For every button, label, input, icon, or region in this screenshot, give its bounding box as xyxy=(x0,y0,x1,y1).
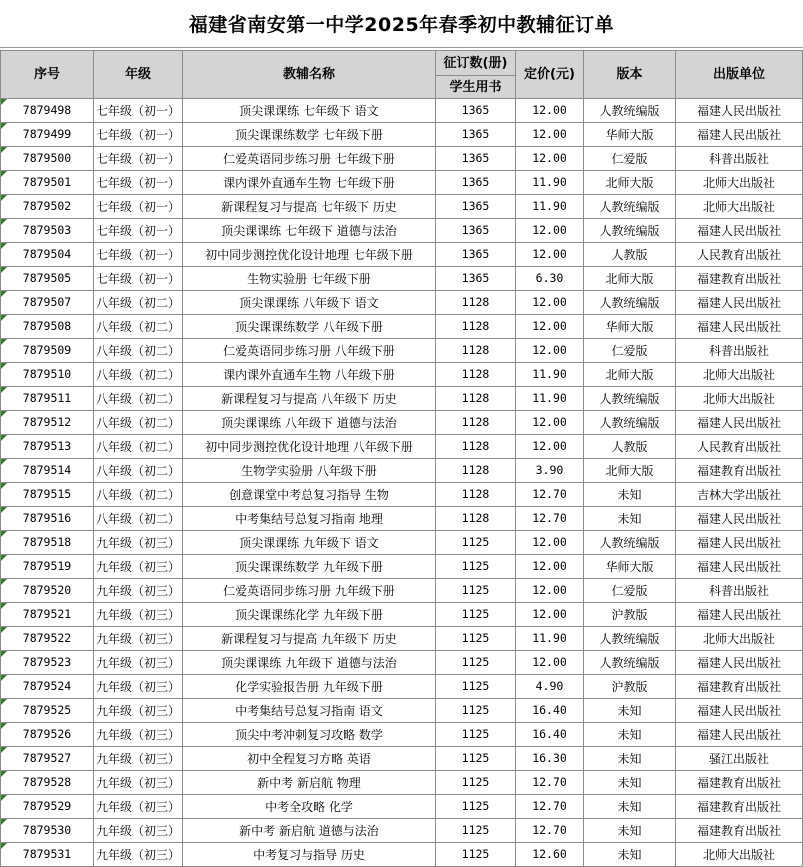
cell-grade: 九年级（初三） xyxy=(94,579,183,603)
cell-quantity: 1125 xyxy=(436,699,516,723)
cell-seq: 7879523 xyxy=(1,651,94,675)
cell-price: 12.00 xyxy=(516,315,584,339)
cell-book-name: 顶尖课课练 九年级下 道德与法治 xyxy=(183,651,436,675)
cell-quantity: 1125 xyxy=(436,651,516,675)
cell-publisher: 福建人民出版社 xyxy=(676,411,803,435)
header-qty-sub: 学生用书 xyxy=(436,76,516,99)
cell-seq: 7879518 xyxy=(1,531,94,555)
cell-grade: 七年级（初一） xyxy=(94,99,183,123)
cell-edition: 华师大版 xyxy=(584,315,676,339)
cell-book-name: 新课程复习与提高 七年级下 历史 xyxy=(183,195,436,219)
cell-price: 16.40 xyxy=(516,699,584,723)
cell-quantity: 1125 xyxy=(436,819,516,843)
cell-edition: 人教统编版 xyxy=(584,291,676,315)
cell-seq: 7879529 xyxy=(1,795,94,819)
table-row xyxy=(1,387,803,411)
cell-quantity: 1125 xyxy=(436,771,516,795)
cell-price: 12.00 xyxy=(516,99,584,123)
cell-publisher: 福建人民出版社 xyxy=(676,219,803,243)
table-row xyxy=(1,579,803,603)
cell-publisher: 福建人民出版社 xyxy=(676,723,803,747)
cell-edition: 仁爱版 xyxy=(584,339,676,363)
cell-seq: 7879509 xyxy=(1,339,94,363)
cell-quantity: 1365 xyxy=(436,147,516,171)
cell-publisher: 福建教育出版社 xyxy=(676,459,803,483)
cell-publisher: 福建人民出版社 xyxy=(676,99,803,123)
cell-book-name: 初中同步测控优化设计地理 八年级下册 xyxy=(183,435,436,459)
table-row xyxy=(1,411,803,435)
cell-publisher: 北师大出版社 xyxy=(676,171,803,195)
cell-seq: 7879500 xyxy=(1,147,94,171)
cell-quantity: 1128 xyxy=(436,363,516,387)
table-row xyxy=(1,363,803,387)
cell-grade: 八年级（初二） xyxy=(94,315,183,339)
cell-price: 11.90 xyxy=(516,387,584,411)
cell-seq: 7879524 xyxy=(1,675,94,699)
table-header xyxy=(1,51,803,99)
cell-price: 12.70 xyxy=(516,795,584,819)
cell-price: 12.70 xyxy=(516,771,584,795)
cell-edition: 人教版 xyxy=(584,243,676,267)
cell-grade: 八年级（初二） xyxy=(94,339,183,363)
table-row xyxy=(1,507,803,531)
cell-publisher: 福建教育出版社 xyxy=(676,819,803,843)
cell-quantity: 1128 xyxy=(436,435,516,459)
cell-book-name: 中考全攻略 化学 xyxy=(183,795,436,819)
cell-book-name: 新课程复习与提高 九年级下 历史 xyxy=(183,627,436,651)
cell-edition: 人教统编版 xyxy=(584,195,676,219)
cell-price: 16.30 xyxy=(516,747,584,771)
cell-publisher: 福建教育出版社 xyxy=(676,795,803,819)
cell-price: 12.00 xyxy=(516,339,584,363)
cell-grade: 九年级（初三） xyxy=(94,531,183,555)
cell-grade: 九年级（初三） xyxy=(94,699,183,723)
table-row xyxy=(1,99,803,123)
cell-grade: 九年级（初三） xyxy=(94,723,183,747)
cell-seq: 7879515 xyxy=(1,483,94,507)
cell-grade: 七年级（初一） xyxy=(94,267,183,291)
cell-publisher: 福建教育出版社 xyxy=(676,675,803,699)
cell-seq: 7879528 xyxy=(1,771,94,795)
table-row xyxy=(1,195,803,219)
header-publisher: 出版单位 xyxy=(676,51,803,99)
cell-price: 12.70 xyxy=(516,819,584,843)
cell-publisher: 福建人民出版社 xyxy=(676,315,803,339)
cell-seq: 7879514 xyxy=(1,459,94,483)
cell-price: 12.00 xyxy=(516,411,584,435)
cell-edition: 未知 xyxy=(584,843,676,867)
cell-price: 12.70 xyxy=(516,507,584,531)
table-row xyxy=(1,291,803,315)
cell-book-name: 顶尖课课练数学 九年级下册 xyxy=(183,555,436,579)
cell-seq: 7879499 xyxy=(1,123,94,147)
cell-price: 12.60 xyxy=(516,843,584,867)
cell-edition: 人教统编版 xyxy=(584,219,676,243)
cell-book-name: 新中考 新启航 物理 xyxy=(183,771,436,795)
table-row xyxy=(1,531,803,555)
table-row xyxy=(1,771,803,795)
header-price: 定价(元) xyxy=(516,51,584,99)
cell-book-name: 新课程复习与提高 八年级下 历史 xyxy=(183,387,436,411)
cell-quantity: 1365 xyxy=(436,195,516,219)
cell-publisher: 北师大出版社 xyxy=(676,363,803,387)
cell-price: 11.90 xyxy=(516,195,584,219)
cell-quantity: 1128 xyxy=(436,291,516,315)
cell-edition: 沪教版 xyxy=(584,675,676,699)
cell-book-name: 顶尖课课练 七年级下 道德与法治 xyxy=(183,219,436,243)
cell-grade: 七年级（初一） xyxy=(94,219,183,243)
cell-book-name: 顶尖课课练 八年级下 语文 xyxy=(183,291,436,315)
cell-publisher: 科普出版社 xyxy=(676,579,803,603)
table-row xyxy=(1,747,803,771)
cell-grade: 九年级（初三） xyxy=(94,795,183,819)
cell-seq: 7879513 xyxy=(1,435,94,459)
cell-seq: 7879508 xyxy=(1,315,94,339)
cell-quantity: 1365 xyxy=(436,123,516,147)
cell-grade: 九年级（初三） xyxy=(94,819,183,843)
cell-grade: 八年级（初二） xyxy=(94,387,183,411)
cell-publisher: 北师大出版社 xyxy=(676,387,803,411)
cell-quantity: 1365 xyxy=(436,171,516,195)
header-seq: 序号 xyxy=(1,51,94,99)
cell-edition: 北师大版 xyxy=(584,363,676,387)
cell-book-name: 新中考 新启航 道德与法治 xyxy=(183,819,436,843)
cell-price: 16.40 xyxy=(516,723,584,747)
cell-seq: 7879507 xyxy=(1,291,94,315)
cell-book-name: 顶尖课课练 九年级下 语文 xyxy=(183,531,436,555)
cell-edition: 北师大版 xyxy=(584,459,676,483)
cell-publisher: 科普出版社 xyxy=(676,339,803,363)
cell-publisher: 福建人民出版社 xyxy=(676,603,803,627)
cell-price: 12.00 xyxy=(516,531,584,555)
table-row xyxy=(1,171,803,195)
cell-edition: 人教统编版 xyxy=(584,651,676,675)
cell-quantity: 1365 xyxy=(436,267,516,291)
cell-seq: 7879520 xyxy=(1,579,94,603)
cell-edition: 仁爱版 xyxy=(584,579,676,603)
cell-edition: 未知 xyxy=(584,507,676,531)
cell-quantity: 1128 xyxy=(436,315,516,339)
cell-publisher: 骚江出版社 xyxy=(676,747,803,771)
cell-quantity: 1125 xyxy=(436,627,516,651)
cell-grade: 八年级（初二） xyxy=(94,483,183,507)
cell-grade: 七年级（初一） xyxy=(94,243,183,267)
table-row xyxy=(1,819,803,843)
cell-seq: 7879511 xyxy=(1,387,94,411)
cell-grade: 九年级（初三） xyxy=(94,603,183,627)
cell-edition: 未知 xyxy=(584,819,676,843)
cell-price: 12.00 xyxy=(516,651,584,675)
cell-seq: 7879530 xyxy=(1,819,94,843)
cell-publisher: 北师大出版社 xyxy=(676,843,803,867)
cell-quantity: 1128 xyxy=(436,507,516,531)
table-row xyxy=(1,555,803,579)
table-row xyxy=(1,675,803,699)
cell-price: 12.00 xyxy=(516,435,584,459)
cell-seq: 7879522 xyxy=(1,627,94,651)
cell-seq: 7879512 xyxy=(1,411,94,435)
table-row xyxy=(1,123,803,147)
cell-grade: 九年级（初三） xyxy=(94,651,183,675)
cell-grade: 七年级（初一） xyxy=(94,147,183,171)
header-grade: 年级 xyxy=(94,51,183,99)
cell-publisher: 科普出版社 xyxy=(676,147,803,171)
header-edition: 版本 xyxy=(584,51,676,99)
cell-price: 11.90 xyxy=(516,363,584,387)
cell-publisher: 吉林大学出版社 xyxy=(676,483,803,507)
cell-price: 12.70 xyxy=(516,483,584,507)
cell-edition: 华师大版 xyxy=(584,123,676,147)
table-row xyxy=(1,651,803,675)
cell-grade: 八年级（初二） xyxy=(94,291,183,315)
cell-grade: 九年级（初三） xyxy=(94,555,183,579)
cell-quantity: 1128 xyxy=(436,339,516,363)
cell-edition: 未知 xyxy=(584,723,676,747)
cell-quantity: 1125 xyxy=(436,747,516,771)
cell-quantity: 1365 xyxy=(436,99,516,123)
cell-price: 12.00 xyxy=(516,123,584,147)
cell-price: 6.30 xyxy=(516,267,584,291)
cell-price: 12.00 xyxy=(516,291,584,315)
cell-price: 4.90 xyxy=(516,675,584,699)
cell-price: 12.00 xyxy=(516,219,584,243)
cell-edition: 人教统编版 xyxy=(584,531,676,555)
cell-book-name: 初中全程复习方略 英语 xyxy=(183,747,436,771)
cell-edition: 人教统编版 xyxy=(584,387,676,411)
cell-book-name: 生物学实验册 八年级下册 xyxy=(183,459,436,483)
cell-edition: 未知 xyxy=(584,483,676,507)
cell-grade: 七年级（初一） xyxy=(94,123,183,147)
cell-seq: 7879531 xyxy=(1,843,94,867)
table-row xyxy=(1,147,803,171)
cell-price: 3.90 xyxy=(516,459,584,483)
cell-price: 12.00 xyxy=(516,147,584,171)
cell-publisher: 福建人民出版社 xyxy=(676,507,803,531)
cell-edition: 仁爱版 xyxy=(584,147,676,171)
table-row xyxy=(1,267,803,291)
cell-price: 12.00 xyxy=(516,243,584,267)
cell-grade: 九年级（初三） xyxy=(94,843,183,867)
cell-book-name: 仁爱英语同步练习册 八年级下册 xyxy=(183,339,436,363)
cell-seq: 7879519 xyxy=(1,555,94,579)
order-table xyxy=(0,50,803,867)
cell-book-name: 生物实验册 七年级下册 xyxy=(183,267,436,291)
cell-edition: 北师大版 xyxy=(584,267,676,291)
cell-quantity: 1125 xyxy=(436,843,516,867)
header-qty-group: 征订数(册) xyxy=(436,51,516,76)
cell-seq: 7879501 xyxy=(1,171,94,195)
cell-book-name: 仁爱英语同步练习册 七年级下册 xyxy=(183,147,436,171)
cell-publisher: 福建人民出版社 xyxy=(676,555,803,579)
cell-publisher: 福建人民出版社 xyxy=(676,531,803,555)
cell-publisher: 福建人民出版社 xyxy=(676,651,803,675)
table-row xyxy=(1,483,803,507)
cell-price: 12.00 xyxy=(516,603,584,627)
cell-book-name: 顶尖课课练 八年级下 道德与法治 xyxy=(183,411,436,435)
document-title: 福建省南安第一中学2025年春季初中教辅征订单 xyxy=(0,0,803,48)
cell-publisher: 福建人民出版社 xyxy=(676,291,803,315)
cell-book-name: 中考复习与指导 历史 xyxy=(183,843,436,867)
cell-quantity: 1125 xyxy=(436,603,516,627)
cell-book-name: 仁爱英语同步练习册 九年级下册 xyxy=(183,579,436,603)
cell-publisher: 福建人民出版社 xyxy=(676,123,803,147)
header-name: 教辅名称 xyxy=(183,51,436,99)
cell-edition: 未知 xyxy=(584,771,676,795)
cell-edition: 未知 xyxy=(584,699,676,723)
cell-book-name: 顶尖课课练化学 九年级下册 xyxy=(183,603,436,627)
cell-quantity: 1125 xyxy=(436,723,516,747)
cell-publisher: 人民教育出版社 xyxy=(676,435,803,459)
cell-grade: 八年级（初二） xyxy=(94,363,183,387)
cell-price: 11.90 xyxy=(516,171,584,195)
table-row xyxy=(1,795,803,819)
cell-edition: 未知 xyxy=(584,795,676,819)
cell-edition: 沪教版 xyxy=(584,603,676,627)
cell-quantity: 1128 xyxy=(436,387,516,411)
cell-publisher: 福建教育出版社 xyxy=(676,771,803,795)
cell-grade: 九年级（初三） xyxy=(94,747,183,771)
cell-edition: 人教统编版 xyxy=(584,627,676,651)
cell-price: 12.00 xyxy=(516,555,584,579)
cell-seq: 7879516 xyxy=(1,507,94,531)
cell-seq: 7879527 xyxy=(1,747,94,771)
cell-publisher: 北师大出版社 xyxy=(676,195,803,219)
cell-book-name: 初中同步测控优化设计地理 七年级下册 xyxy=(183,243,436,267)
table-row xyxy=(1,459,803,483)
cell-publisher: 北师大出版社 xyxy=(676,627,803,651)
cell-grade: 七年级（初一） xyxy=(94,195,183,219)
cell-grade: 八年级（初二） xyxy=(94,459,183,483)
cell-quantity: 1125 xyxy=(436,795,516,819)
table-body xyxy=(1,99,803,867)
cell-book-name: 中考集结号总复习指南 地理 xyxy=(183,507,436,531)
cell-publisher: 人民教育出版社 xyxy=(676,243,803,267)
table-row xyxy=(1,843,803,867)
cell-edition: 人教统编版 xyxy=(584,99,676,123)
table-row xyxy=(1,219,803,243)
cell-grade: 八年级（初二） xyxy=(94,435,183,459)
table-row xyxy=(1,435,803,459)
cell-book-name: 顶尖课课练 七年级下 语文 xyxy=(183,99,436,123)
table-row xyxy=(1,699,803,723)
table-row xyxy=(1,243,803,267)
cell-quantity: 1125 xyxy=(436,555,516,579)
cell-edition: 华师大版 xyxy=(584,555,676,579)
cell-grade: 九年级（初三） xyxy=(94,675,183,699)
cell-edition: 未知 xyxy=(584,747,676,771)
cell-quantity: 1125 xyxy=(436,531,516,555)
cell-publisher: 福建人民出版社 xyxy=(676,699,803,723)
cell-seq: 7879504 xyxy=(1,243,94,267)
cell-grade: 九年级（初三） xyxy=(94,627,183,651)
cell-book-name: 课内课外直通车生物 七年级下册 xyxy=(183,171,436,195)
cell-book-name: 创意课堂中考总复习指导 生物 xyxy=(183,483,436,507)
cell-grade: 八年级（初二） xyxy=(94,507,183,531)
cell-seq: 7879510 xyxy=(1,363,94,387)
cell-grade: 七年级（初一） xyxy=(94,171,183,195)
cell-edition: 北师大版 xyxy=(584,171,676,195)
cell-edition: 人教版 xyxy=(584,435,676,459)
table-row xyxy=(1,723,803,747)
cell-quantity: 1365 xyxy=(436,243,516,267)
cell-quantity: 1365 xyxy=(436,219,516,243)
cell-quantity: 1125 xyxy=(436,675,516,699)
cell-book-name: 化学实验报告册 九年级下册 xyxy=(183,675,436,699)
cell-publisher: 福建教育出版社 xyxy=(676,267,803,291)
cell-seq: 7879502 xyxy=(1,195,94,219)
cell-seq: 7879526 xyxy=(1,723,94,747)
cell-grade: 九年级（初三） xyxy=(94,771,183,795)
cell-seq: 7879498 xyxy=(1,99,94,123)
cell-book-name: 顶尖课课练数学 七年级下册 xyxy=(183,123,436,147)
table-row xyxy=(1,315,803,339)
table-row xyxy=(1,627,803,651)
cell-book-name: 中考集结号总复习指南 语文 xyxy=(183,699,436,723)
cell-grade: 八年级（初二） xyxy=(94,411,183,435)
cell-price: 12.00 xyxy=(516,579,584,603)
cell-book-name: 顶尖课课练数学 八年级下册 xyxy=(183,315,436,339)
cell-seq: 7879503 xyxy=(1,219,94,243)
cell-quantity: 1128 xyxy=(436,459,516,483)
cell-price: 11.90 xyxy=(516,627,584,651)
table-row xyxy=(1,339,803,363)
cell-quantity: 1128 xyxy=(436,483,516,507)
cell-book-name: 课内课外直通车生物 八年级下册 xyxy=(183,363,436,387)
table-row xyxy=(1,603,803,627)
cell-seq: 7879521 xyxy=(1,603,94,627)
cell-edition: 人教统编版 xyxy=(584,411,676,435)
cell-book-name: 顶尖中考冲刺复习攻略 数学 xyxy=(183,723,436,747)
cell-seq: 7879525 xyxy=(1,699,94,723)
cell-seq: 7879505 xyxy=(1,267,94,291)
cell-quantity: 1125 xyxy=(436,579,516,603)
cell-quantity: 1128 xyxy=(436,411,516,435)
